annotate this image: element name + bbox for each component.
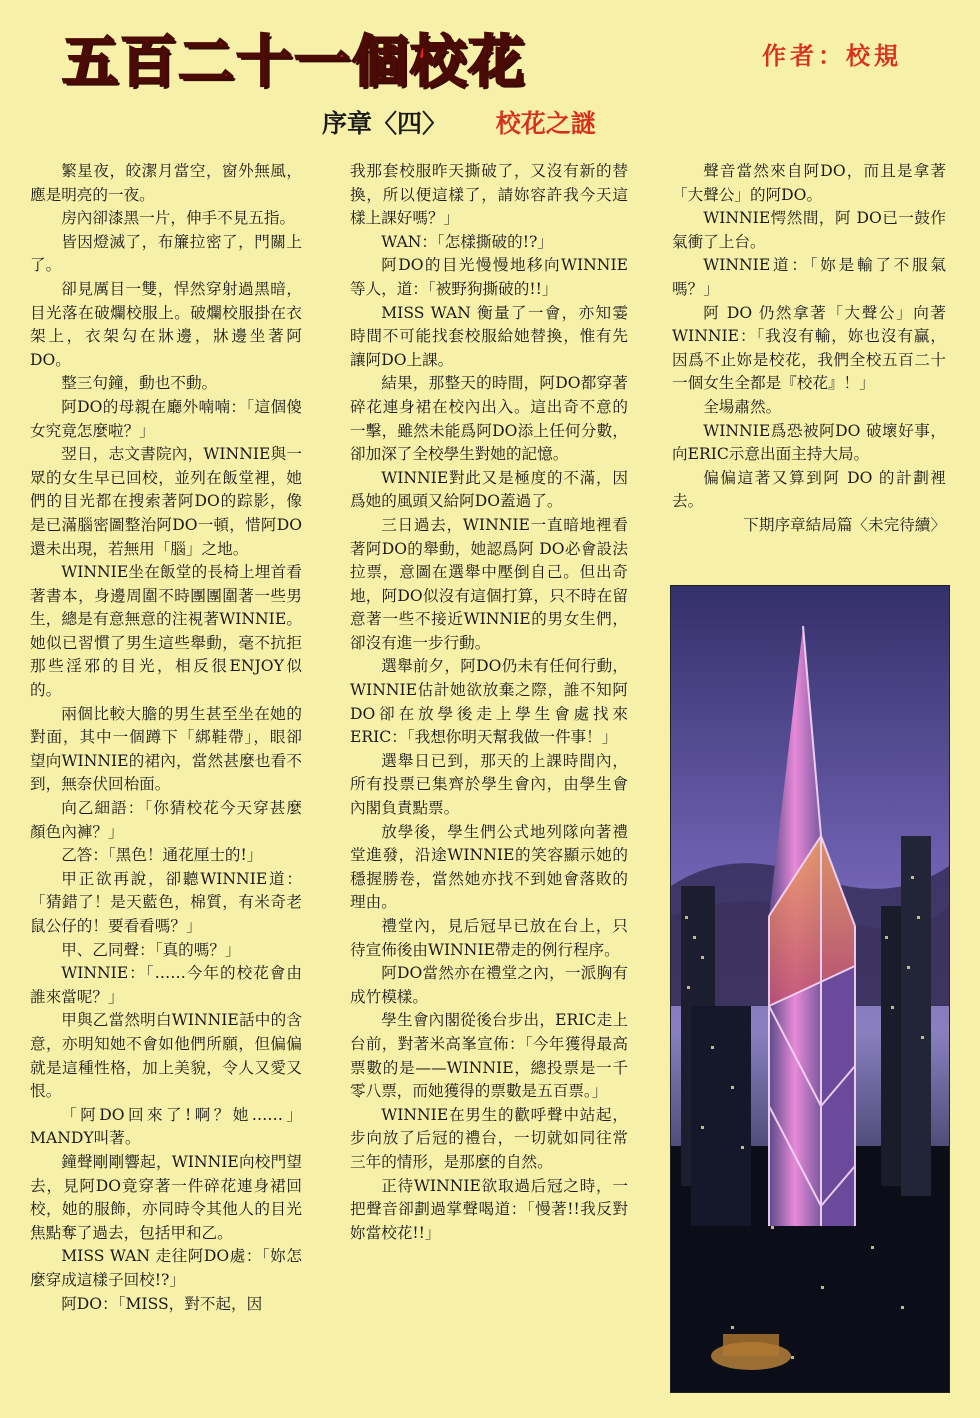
article-title: 五百二十一個校花: [62, 30, 526, 95]
paragraph: WINNIE對此又是極度的不滿，因爲她的風頭又給阿DO蓋過了。: [350, 468, 628, 511]
paragraph: 阿DO：「MISS，對不起，因: [61, 1294, 263, 1313]
paragraph: 三日過去，WINNIE一直暗地裡看著阿DO的舉動，她認爲阿 DO必會設法拉票，意圖在選舉中壓倒自己。但出奇地，阿DO似沒有這個打算，只不時在留意著一些不接近WINNIE的男女生們，卻沒有進一步行動。: [350, 515, 628, 652]
paragraph: 繁星夜，皎潔月當空，窗外無風，應是明亮的一夜。: [30, 162, 302, 204]
paragraph: WINNIE愕然間，阿 DO已一鼓作氣衝了上台。: [672, 209, 946, 251]
paragraph: MISS WAN 衡量了一會，亦知霎時間不可能找套校服給她替換，惟有先讓阿DO上課。: [350, 303, 628, 369]
paragraph: 學生會內閣從後台步出，ERIC走上台前，對著米高峯宣佈：「今年獲得最高票數的是——WINNIE，總投票是一千零八票，而她獲得的票數是五百票。」: [350, 1011, 628, 1101]
text-column-2: [350, 160, 628, 1245]
paragraph: 全場肅然。: [703, 397, 782, 416]
paragraph: MISS WAN 走往阿DO處：「妳怎麼穿成這樣子回校!?」: [30, 1247, 302, 1289]
author-byline: 作者：校規: [762, 41, 902, 70]
paragraph: 偏偏這著又算到阿 DO 的計劃裡去。: [672, 468, 946, 511]
to-be-continued: 下期序章結局篇〈未完待續〉: [743, 515, 946, 534]
paragraph: 整三句鐘，動也不動。: [61, 374, 218, 393]
night-tower-illustration: [671, 586, 949, 1392]
paragraph: 阿 DO 仍然拿著「大聲公」向著WINNIE：「我沒有輸，妳也沒有贏，因爲不止妳是校花，我們全校五百二十一個女生全都是『校花』！」: [672, 303, 946, 393]
paragraph: 正待WINNIE欲取過后冠之時，一把聲音卻劃過掌聲喝道：「慢著!!我反對妳當校花!!」: [350, 1176, 628, 1242]
chapter-number: 序章〈四〉: [322, 109, 448, 138]
paragraph: 我那套校服昨天撕破了，又沒有新的替換，所以便這樣了，請妳容許我今天這樣上課好嗎？」: [350, 162, 628, 228]
paragraph: 結果，那整天的時間，阿DO都穿著碎花連身裙在校內出入。這出奇不意的一擊，雖然未能爲阿DO添上任何分數，卻加深了全校學生對她的記憶。: [350, 374, 628, 464]
paragraph: WAN：「怎樣撕破的!?」: [381, 232, 553, 251]
paragraph: WINNIE坐在飯堂的長椅上埋首看著書本，身邊周圍不時團團圍著一些男生，總是有意無意的注視著WINNIE。她似已習慣了男生這些舉動，毫不抗拒那些淫邪的目光，相反很ENJOY似的。: [30, 563, 302, 700]
chapter-heading: [322, 104, 596, 140]
paragraph: 兩個比較大膽的男生甚至坐在她的對面，其中一個蹲下「綁鞋帶」，眼卻望向WINNIE的裙內，當然甚麼也看不到，無奈伏回枱面。: [30, 704, 302, 794]
paragraph: 阿DO的母親在廳外喃喃：「這個傻女究竟怎麼啦？」: [30, 397, 302, 440]
paragraph: 向乙細語：「你猜校花今天穿甚麼顏色內褲？」: [30, 799, 302, 841]
text-column-3: [672, 160, 946, 538]
paragraph: 選舉日已到，那天的上課時間內，所有投票已集齊於學生會內，由學生會內閣負責點票。: [350, 751, 628, 818]
paragraph: WINNIE：「……今年的校花會由誰來當呢？」: [30, 964, 302, 1006]
paragraph: WINNIE爲恐被阿DO 破壞好事，向ERIC示意出面主持大局。: [672, 421, 946, 464]
paragraph: 甲正欲再說，卻聽WINNIE道：「猜錯了！是天藍色，棉質，有米奇老鼠公仔的！要看看嗎？」: [30, 869, 302, 935]
paragraph: 鐘聲剛剛響起，WINNIE向校門望去，見阿DO竟穿著一件碎花連身裙回校，她的服飾，亦同時令其他人的目光焦點奪了過去，包括甲和乙。: [30, 1152, 302, 1242]
paragraph: 放學後，學生們公式地列隊向著禮堂進發，沿途WINNIE的笑容顯示她的穩握勝卷，當然她亦找不到她會落敗的理由。: [350, 822, 628, 912]
paragraph: 「阿DO回來了!啊？她……」MANDY叫著。: [30, 1105, 302, 1148]
paragraph: 甲、乙同聲：「真的嗎？」: [61, 940, 241, 959]
paragraph: 選舉前夕，阿DO仍未有任何行動，WINNIE估計她欲放棄之際，誰不知阿DO卻在放學後走上學生會處找來ERIC：「我想你明天幫我做一件事！」: [350, 657, 628, 747]
paragraph: 阿DO的目光慢慢地移向WINNIE等人，道：「被野狗撕破的!!」: [350, 256, 628, 298]
paragraph: WINNIE道：「妳是輸了不服氣嗎？」: [672, 256, 946, 298]
paragraph: 甲與乙當然明白WINNIE話中的含意，亦明知她不會如他們所願，但偏偏就是這種性格，加上美貌，令人又愛又恨。: [30, 1011, 302, 1101]
paragraph: 聲音當然來自阿DO，而且是拿著「大聲公」的阿DO。: [672, 162, 946, 204]
paragraph: 禮堂內，見后冠早已放在台上，只待宣佈後由WINNIE帶走的例行程序。: [350, 917, 628, 959]
paragraph: 翌日，志文書院內，WINNIE與一眾的女生早已回校，並列在飯堂裡，她們的目光都在搜索著阿DO的踪影，像是已滿腦密圖整治阿DO一頓，惜阿DO還未出現，若無用「腦」之地。: [30, 445, 302, 558]
paragraph: 皆因燈滅了，布簾拉密了，門關上了。: [30, 232, 302, 275]
paragraph: WINNIE在男生的歡呼聲中站起，步向放了后冠的禮台，一切就如同往常三年的情形，是那麼的自然。: [350, 1105, 628, 1171]
paragraph: 房內卻漆黑一片，伸手不見五指。: [61, 209, 296, 228]
skyline-photo: [670, 585, 950, 1393]
text-column-1: [30, 160, 302, 1316]
chapter-title: 校花之謎: [495, 109, 596, 138]
paragraph: 阿DO當然亦在禮堂之內，一派胸有成竹模樣。: [350, 964, 628, 1006]
paragraph: 卻見厲目一雙，悍然穿射過黑暗，目光落在破爛校服上。破爛校服掛在衣架上，衣架勾在牀邊，牀邊坐著阿DO。: [30, 279, 302, 369]
paragraph: 乙答：「黑色！通花厘士的!」: [61, 846, 263, 865]
